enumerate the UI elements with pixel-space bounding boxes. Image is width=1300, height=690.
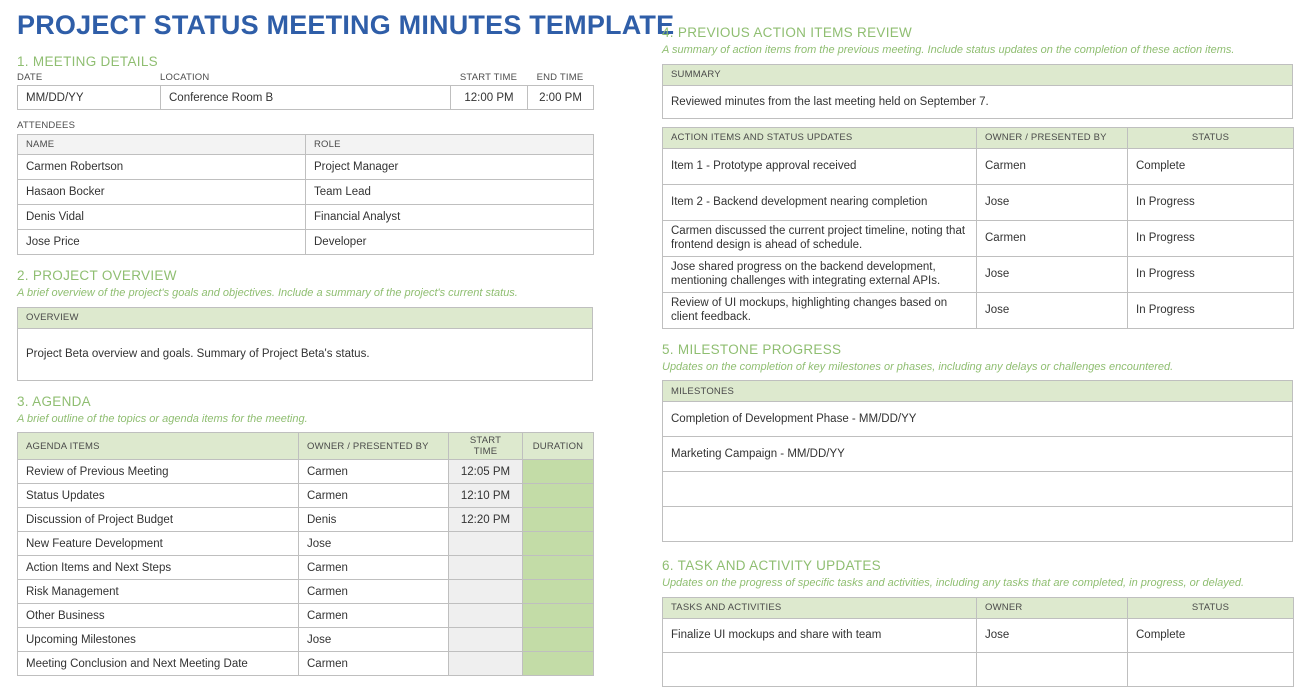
milestone-cell[interactable]: Marketing Campaign - MM/DD/YY [663,437,1293,472]
attendees-role-header: ROLE [306,135,594,155]
start-time-cell[interactable]: 12:00 PM [451,86,528,110]
milestone-row [663,472,1293,507]
milestone-cell[interactable] [663,507,1293,542]
action-item-cell[interactable]: Item 2 - Backend development nearing completion [663,184,977,220]
agenda-item-cell[interactable]: New Feature Development [18,532,299,556]
agenda-duration-cell[interactable] [523,652,594,676]
agenda-row [18,652,594,676]
action-owner-cell[interactable]: Jose [977,292,1128,328]
agenda-start-cell[interactable]: 12:10 PM [449,484,523,508]
task-status-cell[interactable] [1128,652,1294,686]
location-label: LOCATION [160,72,210,83]
agenda-owner-cell[interactable]: Carmen [299,556,449,580]
section-2-description: A brief overview of the project's goals and objectives. Include a summary of the project's current status. [17,287,518,299]
agenda-start-cell[interactable] [449,556,523,580]
attendee-role-cell[interactable]: Developer [306,230,594,255]
summary-content-row [663,85,1293,118]
milestones-header-row [663,381,1293,402]
agenda-row [18,628,594,652]
agenda-owner-cell[interactable]: Carmen [299,652,449,676]
action-owner-header: OWNER / PRESENTED BY [977,127,1128,148]
action-item-cell[interactable]: Carmen discussed the current project timeline, noting that frontend design is ahead of schedule. [663,220,977,256]
milestone-row [663,437,1293,472]
action-status-cell[interactable]: Complete [1128,148,1294,184]
task-owner-cell[interactable] [977,652,1128,686]
agenda-item-cell[interactable]: Meeting Conclusion and Next Meeting Date [18,652,299,676]
agenda-start-cell[interactable]: 12:20 PM [449,508,523,532]
agenda-start-cell[interactable] [449,604,523,628]
agenda-start-header: START TIME [449,433,523,460]
milestone-cell[interactable]: Completion of Development Phase - MM/DD/YY [663,402,1293,437]
action-item-row [663,184,1294,220]
agenda-duration-header: DURATION [523,433,594,460]
attendee-name-cell[interactable]: Hasaon Bocker [18,180,306,205]
agenda-duration-cell[interactable] [523,508,594,532]
agenda-row [18,532,594,556]
action-item-row [663,220,1294,256]
agenda-row [18,484,594,508]
agenda-item-cell[interactable]: Risk Management [18,580,299,604]
agenda-owner-cell[interactable]: Carmen [299,580,449,604]
milestones-header: MILESTONES [663,381,1293,402]
date-label: DATE [17,72,43,83]
task-row [663,618,1294,652]
agenda-item-cell[interactable]: Action Items and Next Steps [18,556,299,580]
attendee-name-cell[interactable]: Jose Price [18,230,306,255]
milestones-table [662,380,1293,542]
meeting-details-row [18,86,594,110]
agenda-start-cell[interactable] [449,652,523,676]
action-status-cell[interactable]: In Progress [1128,184,1294,220]
agenda-row [18,556,594,580]
summary-header-row [663,64,1293,85]
section-5-description: Updates on the completion of key milestones or phases, including any delays or challenges encountered. [662,360,1174,373]
action-status-header: STATUS [1128,127,1294,148]
action-item-row [663,256,1294,292]
section-4-description: A summary of action items from the previous meeting. Include status updates on the completion of these action items. [662,44,1235,56]
section-4-heading: 4. PREVIOUS ACTION ITEMS REVIEW [662,25,913,40]
agenda-item-cell[interactable]: Other Business [18,604,299,628]
agenda-owner-cell[interactable]: Jose [299,628,449,652]
agenda-table [17,432,594,676]
action-owner-cell[interactable]: Carmen [977,148,1128,184]
agenda-start-cell[interactable] [449,532,523,556]
overview-content-row [18,328,593,380]
milestone-row [663,402,1293,437]
section-1-heading: 1. MEETING DETAILS [17,54,158,69]
agenda-duration-cell[interactable] [523,532,594,556]
agenda-item-cell[interactable]: Review of Previous Meeting [18,460,299,484]
section-3-heading: 3. AGENDA [17,393,91,409]
tasks-owner-header: OWNER [977,597,1128,618]
agenda-row [18,508,594,532]
attendees-table [17,134,594,255]
tasks-header: TASKS AND ACTIVITIES [663,597,977,618]
summary-table [662,64,1293,119]
attendee-role-cell[interactable]: Financial Analyst [306,205,594,230]
attendee-row [18,230,594,255]
end-time-cell[interactable]: 2:00 PM [528,86,594,110]
section-6-heading: 6. TASK AND ACTIVITY UPDATES [662,558,881,574]
action-item-cell[interactable]: Item 1 - Prototype approval received [663,148,977,184]
action-owner-cell[interactable]: Jose [977,184,1128,220]
action-owner-cell[interactable]: Carmen [977,220,1128,256]
agenda-owner-cell[interactable]: Carmen [299,484,449,508]
section-6-description: Updates on the progress of specific tasks and activities, including any tasks that are completed, in progress, or delayed. [662,577,1245,590]
overview-table [17,307,593,381]
attendee-name-cell[interactable]: Denis Vidal [18,205,306,230]
agenda-owner-header: OWNER / PRESENTED BY [299,433,449,460]
agenda-item-cell[interactable]: Status Updates [18,484,299,508]
task-row [663,652,1294,686]
location-cell[interactable]: Conference Room B [161,86,451,110]
agenda-item-cell[interactable]: Discussion of Project Budget [18,508,299,532]
action-status-cell[interactable]: In Progress [1128,292,1294,328]
action-item-row [663,292,1294,328]
action-items-header: ACTION ITEMS AND STATUS UPDATES [663,127,977,148]
milestone-cell[interactable] [663,472,1293,507]
action-owner-cell[interactable]: Jose [977,256,1128,292]
agenda-row [18,460,594,484]
doc-title: PROJECT STATUS MEETING MINUTES TEMPLATE [17,10,675,40]
agenda-owner-cell[interactable]: Denis [299,508,449,532]
summary-content-cell[interactable]: Reviewed minutes from the last meeting held on September 7. [663,85,1293,118]
overview-header-row [18,307,593,328]
date-cell[interactable]: MM/DD/YY [18,86,161,110]
left-column [17,0,675,676]
action-items-header-row [663,127,1294,148]
agenda-duration-cell[interactable] [523,484,594,508]
attendees-name-header: NAME [18,135,306,155]
overview-content-cell[interactable]: Project Beta overview and goals. Summary of Project Beta's status. [18,328,593,380]
agenda-row [18,604,594,628]
milestone-row [663,507,1293,542]
action-status-cell[interactable]: In Progress [1128,256,1294,292]
section-3-description: A brief outline of the topics or agenda items for the meeting. [17,412,308,425]
attendee-name-cell[interactable]: Carmen Robertson [18,155,306,180]
agenda-item-cell[interactable]: Upcoming Milestones [18,628,299,652]
agenda-items-header: AGENDA ITEMS [18,433,299,460]
agenda-row [18,580,594,604]
tasks-header-row [663,597,1294,618]
agenda-duration-cell[interactable] [523,460,594,484]
meeting-details-field-labels [17,72,593,83]
action-item-cell[interactable]: Review of UI mockups, highlighting changes based on client feedback. [663,292,977,328]
agenda-duration-cell[interactable] [523,580,594,604]
task-status-cell[interactable]: Complete [1128,618,1294,652]
start-time-label: START TIME [459,72,518,83]
tasks-status-header: STATUS [1128,597,1294,618]
agenda-start-cell[interactable] [449,628,523,652]
agenda-owner-cell[interactable]: Carmen [299,460,449,484]
agenda-duration-cell[interactable] [523,604,594,628]
agenda-start-cell[interactable]: 12:05 PM [449,460,523,484]
section-5-heading: 5. MILESTONE PROGRESS [662,341,842,357]
attendee-row [18,205,594,230]
attendees-label: ATTENDEES [17,120,76,131]
task-owner-cell[interactable]: Jose [977,618,1128,652]
right-column [662,12,1293,687]
task-cell[interactable]: Finalize UI mockups and share with team [663,618,977,652]
summary-header: SUMMARY [663,64,1293,85]
attendee-row [18,180,594,205]
agenda-duration-cell[interactable] [523,556,594,580]
action-status-cell[interactable]: In Progress [1128,220,1294,256]
agenda-owner-cell[interactable]: Jose [299,532,449,556]
agenda-owner-cell[interactable]: Carmen [299,604,449,628]
attendee-role-cell[interactable]: Team Lead [306,180,594,205]
action-item-cell[interactable]: Jose shared progress on the backend development, mentioning challenges with integrating external APIs. [663,256,977,292]
agenda-start-cell[interactable] [449,580,523,604]
attendees-header-row [18,135,594,155]
attendee-role-cell[interactable]: Project Manager [306,155,594,180]
tasks-table [662,597,1294,687]
task-cell[interactable] [663,652,977,686]
end-time-label: END TIME [536,72,584,83]
overview-header: OVERVIEW [18,307,593,328]
agenda-duration-cell[interactable] [523,628,594,652]
action-item-row [663,148,1294,184]
agenda-header-row [18,433,594,460]
meeting-details-table [17,85,594,110]
action-items-table [662,127,1294,329]
attendee-row [18,155,594,180]
section-2-heading: 2. PROJECT OVERVIEW [17,268,177,283]
